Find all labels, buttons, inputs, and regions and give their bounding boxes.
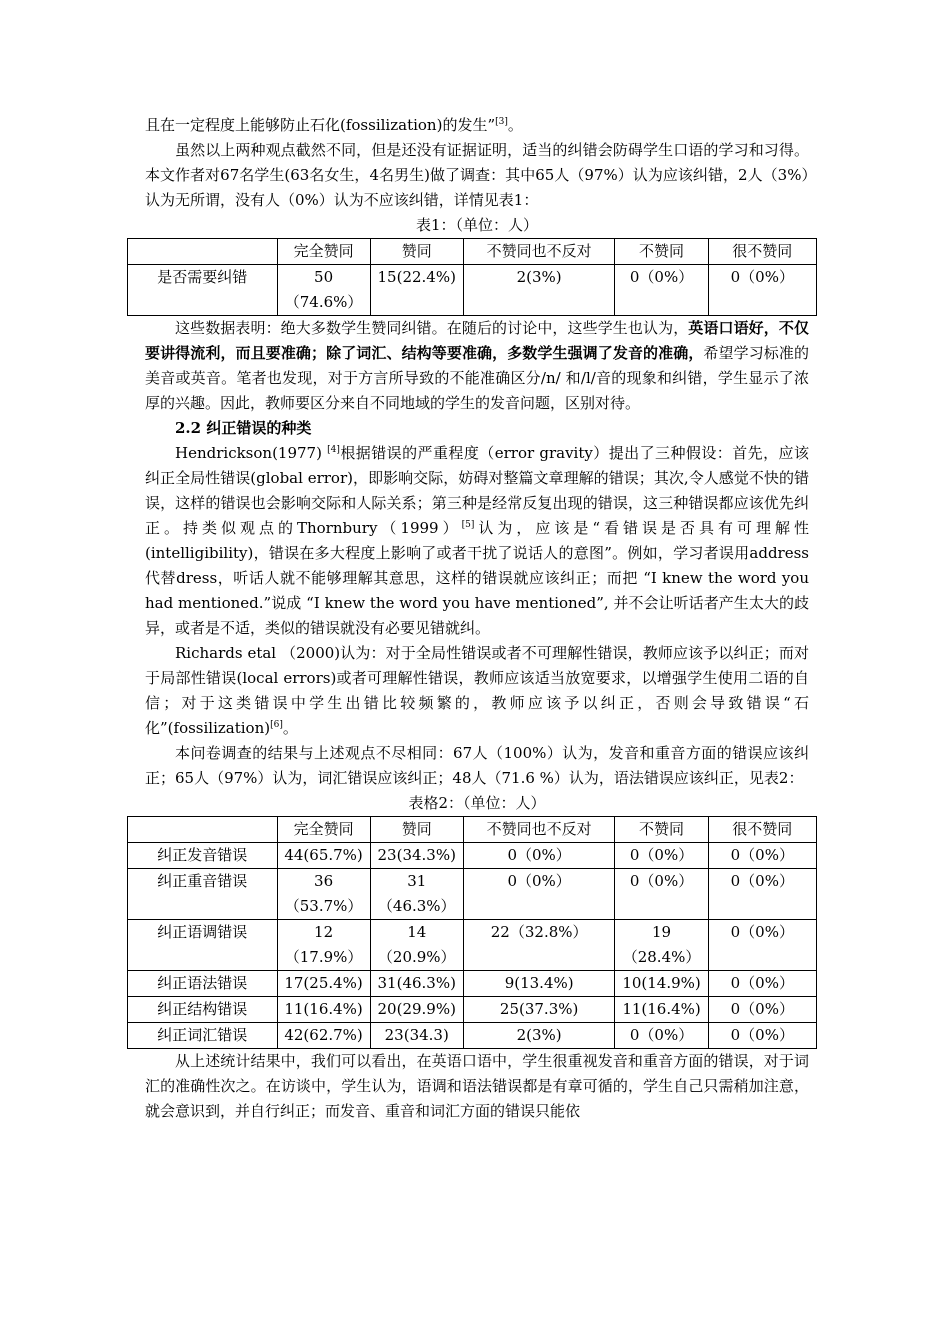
table2-caption: 表格2：（单位：人） [408,794,546,812]
paragraph-text: 且在一定程度上能够防止石化(fossilization)的发生” [145,116,496,134]
table-cell: 31（46.3%） [370,869,463,920]
table-cell: 0（0%） [708,920,816,971]
paragraph-text: 这些数据表明：绝大多数学生赞同纠错。在随后的讨论中，这些学生也认为， [175,319,689,337]
table-cell: 23(34.3) [370,1023,463,1049]
citation-ref: [6] [270,720,283,730]
table-row [128,971,817,997]
table-cell: 14（20.9%） [370,920,463,971]
table-cell: 0（0%） [615,265,708,316]
table-header-row [128,239,817,265]
table-cell: 0（0%） [615,1023,708,1049]
table-cell: 0（0%） [463,869,615,920]
table-cell: 15(22.4%) [370,265,463,316]
table-row-label: 纠正语调错误 [128,920,278,971]
table-header-cell: 很不赞同 [708,817,816,843]
table-cell: 23(34.3%) [370,843,463,869]
table-cell: 11(16.4%) [277,997,370,1023]
paragraph-text: 。 [507,116,523,134]
paragraph-text: 认为，应该是“看错误是否具有可理解性(intelligibility)，错误在多大程度上影响了或者干扰了说话人的意图”。例如，学习者误用address代替dress，听话人就不能够理解其意思，这样的错误就应该纠正；而把 “I knew the word you had mentioned.”说成 “I knew the word you have mentioned”, 并不会让听话者产生太大的歧异，或者是不适，类似的错误就没有必要见错就纠。 [145,519,809,637]
table-cell: 2(3%) [463,1023,615,1049]
paragraph-continuation [145,113,809,138]
table-row-label: 纠正结构错误 [128,997,278,1023]
table-cell: 31(46.3%) [370,971,463,997]
table1 [127,238,817,316]
table-cell: 10(14.9%) [615,971,708,997]
table-cell: 0（0%） [615,869,708,920]
citation-ref: [3] [495,117,508,127]
table-row-label: 纠正词汇错误 [128,1023,278,1049]
table-cell: 44(65.7%) [277,843,370,869]
table-cell: 0（0%） [708,869,816,920]
paragraph-richards [145,641,809,741]
table-row-label: 纠正语法错误 [128,971,278,997]
paragraph-text: 根据错误的严重程度（error gravity）提出了三种假设：首先，应该纠正全局性错误(global error)，即影响交际，妨碍对整篇文章理解的错误；其次,令人感觉不快的错误，这样的错误也会影响交际和人际关系；第三种是经常反复出现的错误，这三种错误都应该优先纠正。持类似观点的Thornbury（1999） [145,444,809,537]
table-cell: 0（0%） [708,997,816,1023]
table-header-row [128,817,817,843]
table-header-cell: 赞同 [370,239,463,265]
table-cell: 19（28.4%） [615,920,708,971]
table-cell: 20(29.9%) [370,997,463,1023]
paragraph-hendrickson [145,441,809,641]
table-header-cell: 很不赞同 [708,239,816,265]
table-row-label: 纠正重音错误 [128,869,278,920]
table-row-label: 纠正发音错误 [128,843,278,869]
table-header-cell [128,817,278,843]
table-header-cell: 完全赞同 [277,239,370,265]
table-cell: 0（0%） [708,843,816,869]
table-row [128,920,817,971]
paragraph-text: Richards etal （2000)认为：对于全局性错误或者不可理解性错误，教师应该予以纠正；而对于局部性错误(local errors)或者可理解性错误，教师应该适当放宽要求，以增强学生使用二语的自信；对于这类错误中学生出错比较频繁的，教师应该予以纠正，否则会导致错误“石化”(fossilization) [145,644,809,737]
paragraph-conclusion: 从上述统计结果中，我们可以看出，在英语口语中，学生很重视发音和重音方面的错误，对于词汇的准确性次之。在访谈中，学生认为，语调和语法错误都是有章可循的，学生自己只需稍加注意，就会意识到，并自行纠正；而发音、重音和词汇方面的错误只能依 [145,1052,809,1120]
table-header-cell [128,239,278,265]
paragraph-text: 希望学习标准的美音或英音。笔者也发现，对于方言所导致的不能准确区分/n/ 和/l/音的现象和纠错，学生显示了浓厚的兴趣。因此，教师要区分来自不同地域的学生的发音问题，区别对待。 [145,344,809,412]
citation-ref: [4] [327,445,340,455]
paragraph-survey-intro: 虽然以上两种观点截然不同，但是还没有证据证明，适当的纠错会防碍学生口语的学习和习得。本文作者对67名学生(63名女生，4名男生)做了调查：其中65人（97%）认为应该纠错，2人（3%）认为无所谓，没有人（0%）认为不应该纠错，详情见表1： [145,141,809,209]
table-row [128,265,817,316]
table-cell: 2(3%) [463,265,615,316]
table-header-cell: 不赞同 [615,239,708,265]
table-row [128,869,817,920]
table2 [127,816,817,1049]
table-cell: 0（0%） [463,843,615,869]
table-row [128,997,817,1023]
table-cell: 25(37.3%) [463,997,615,1023]
table-cell: 0（0%） [708,265,816,316]
paragraph-text: 。 [282,719,298,737]
table-cell: 50（74.6%） [277,265,370,316]
table-header-cell: 赞同 [370,817,463,843]
paragraph-data-discussion [145,316,809,416]
table-header-cell: 不赞同也不反对 [463,817,615,843]
document-page [145,113,809,1124]
table-header-cell: 完全赞同 [277,817,370,843]
paragraph-text: Hendrickson(1977) [175,444,328,462]
table-header-cell: 不赞同 [615,817,708,843]
table-cell: 17(25.4%) [277,971,370,997]
table-cell: 22（32.8%） [463,920,615,971]
table-cell: 0（0%） [708,1023,816,1049]
table-header-cell: 不赞同也不反对 [463,239,615,265]
table-cell: 9(13.4%) [463,971,615,997]
citation-ref: [5] [461,520,475,530]
table-row [128,1023,817,1049]
table-row-label: 是否需要纠错 [128,265,278,316]
table-cell: 12（17.9%） [277,920,370,971]
section-heading: 2.2 纠正错误的种类 [175,419,312,437]
table-cell: 36（53.7%） [277,869,370,920]
bold-emphasis: 英语口语好，不仅要讲得流利，而且要准确；除了词汇、结构等要准确，多数学生强调了发音的准确， [145,319,809,362]
table-cell: 11(16.4%) [615,997,708,1023]
table1-caption: 表1：（单位：人） [415,216,539,234]
table-cell: 0（0%） [615,843,708,869]
table-cell: 42(62.7%) [277,1023,370,1049]
table-cell: 0（0%） [708,971,816,997]
table-row [128,843,817,869]
paragraph-survey-results: 本问卷调查的结果与上述观点不尽相同：67人（100%）认为，发音和重音方面的错误应该纠正；65人（97%）认为，词汇错误应该纠正；48人（71.6 %）认为，语法错误应该纠正，见表2： [145,744,809,787]
